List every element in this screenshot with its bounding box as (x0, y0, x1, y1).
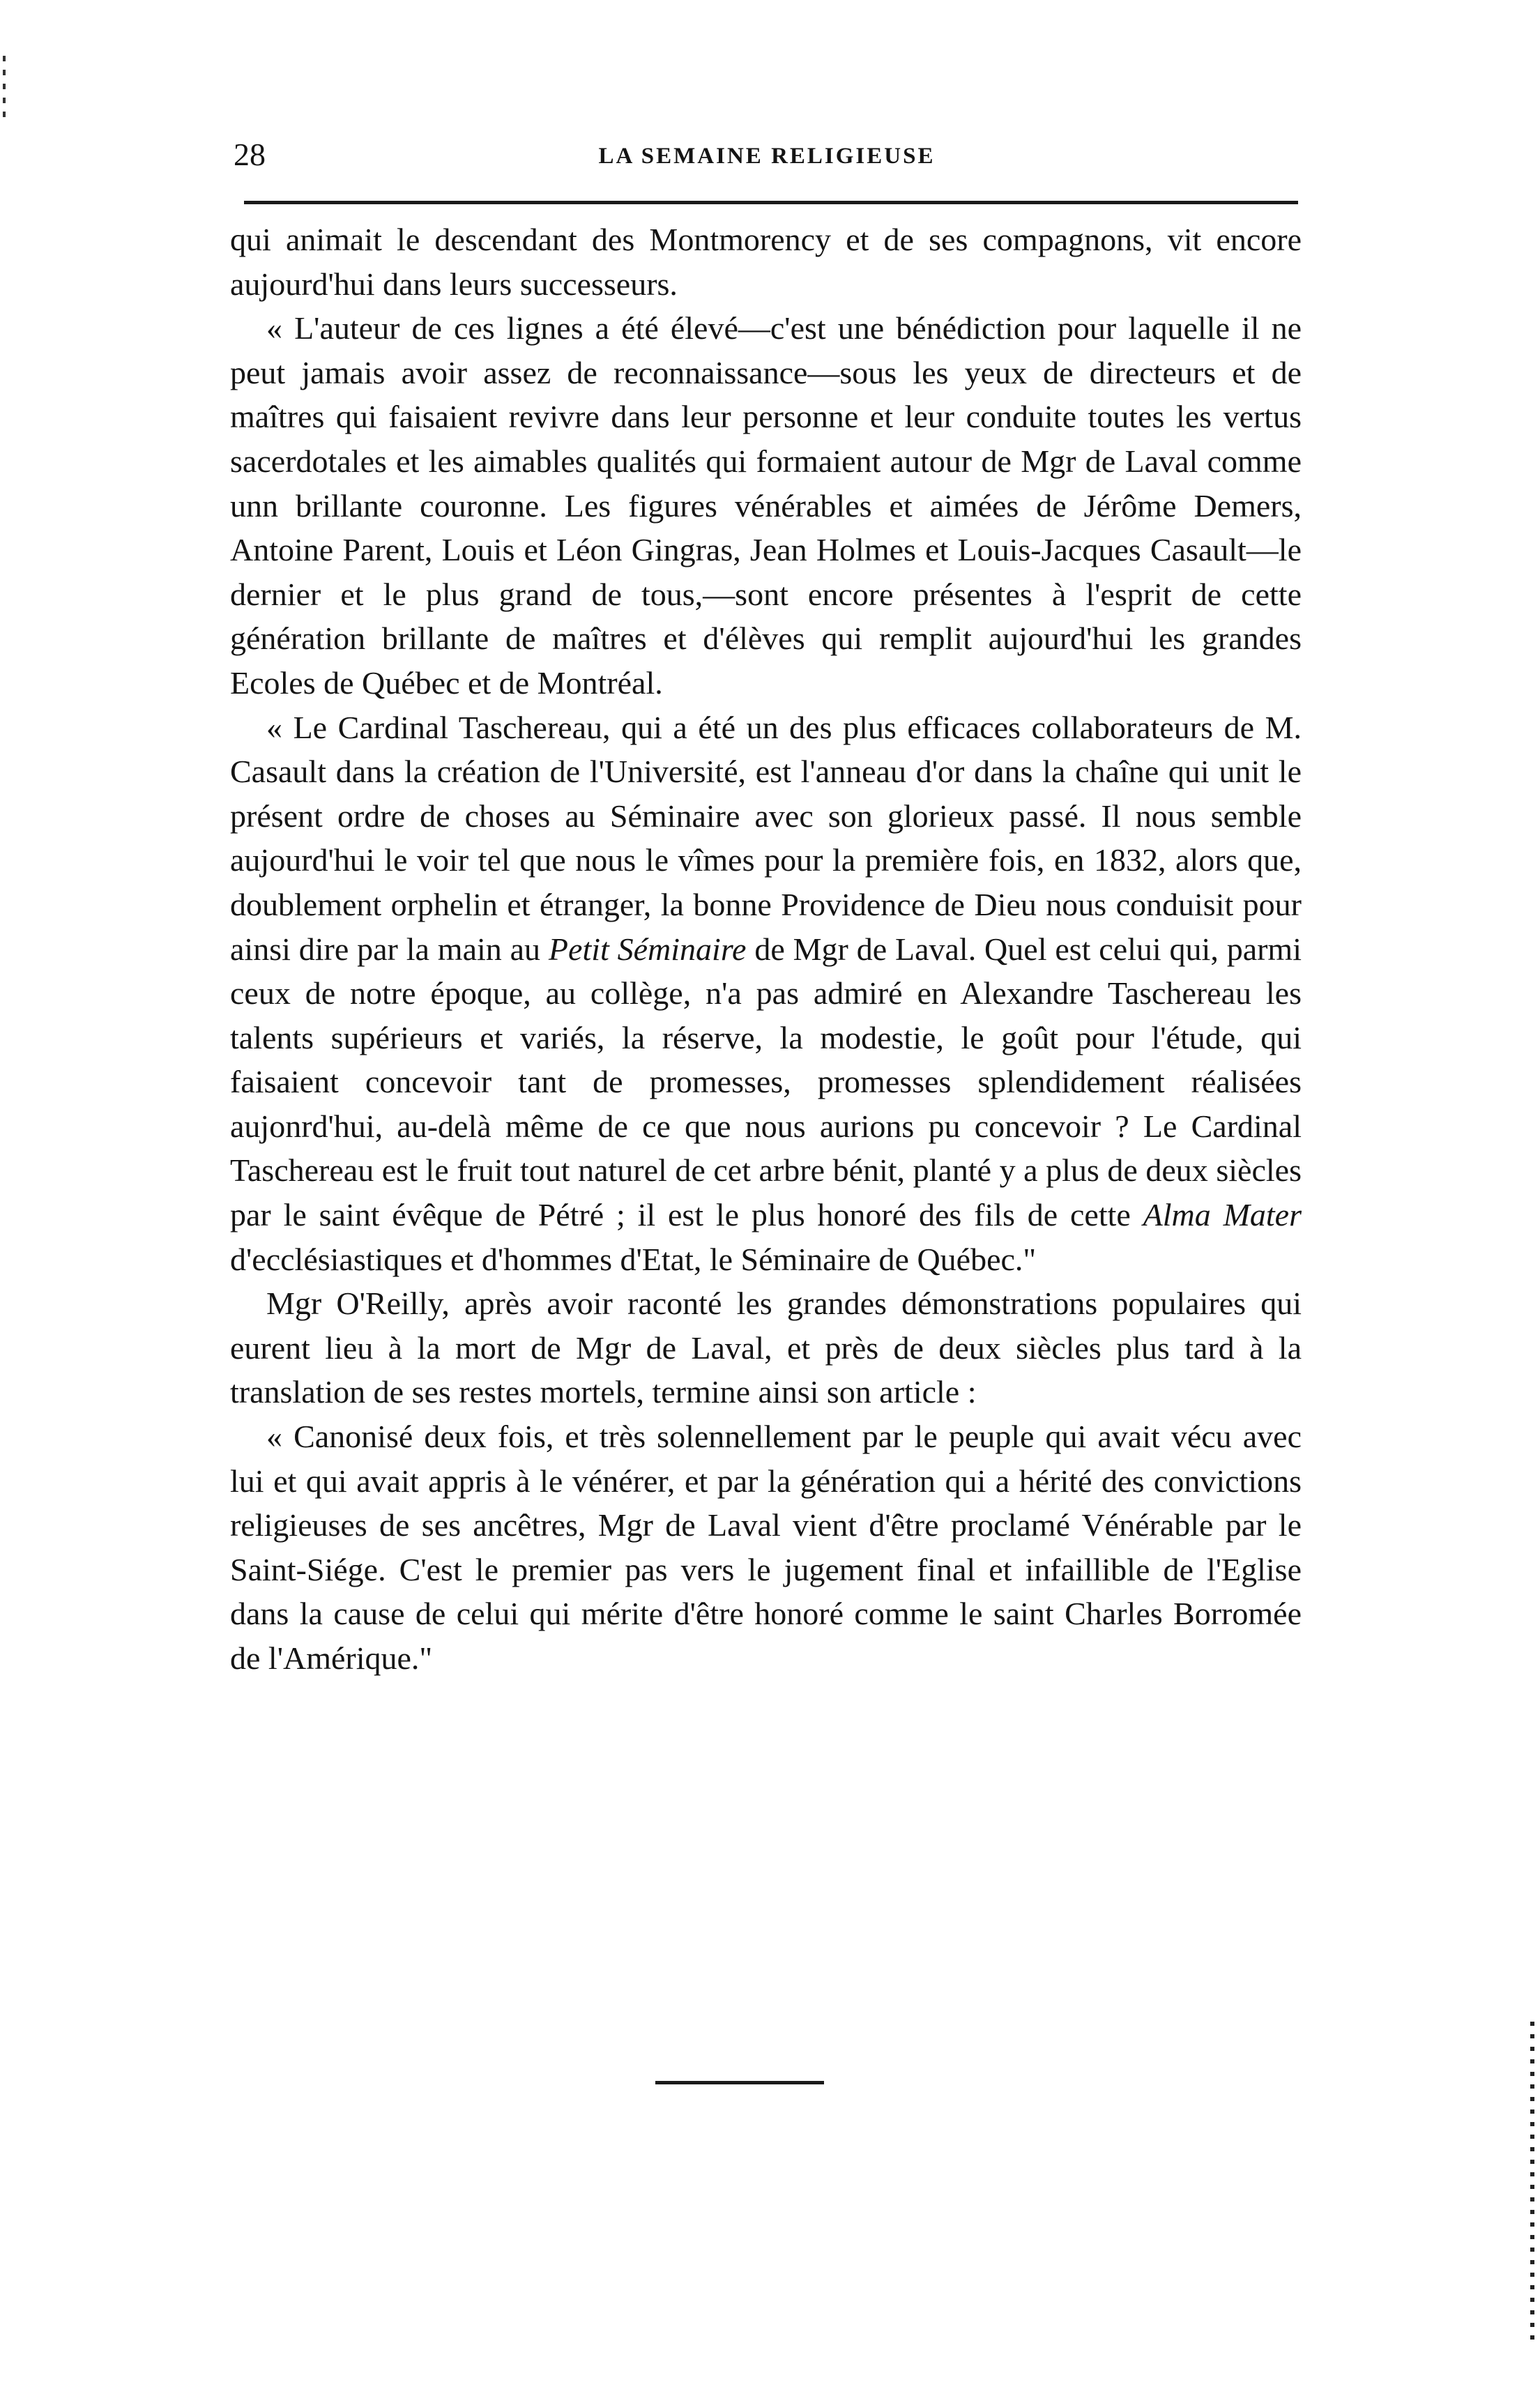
article-body (230, 218, 1302, 1681)
narrative-paragraph: Mgr O'Reilly, après avoir raconté les grandes démonstrations populaires qui eurent lieu à la mort de Mgr de Laval, et près de deux siècles plus tard à la translation de ses restes mortels, termine ainsi son article : (230, 1285, 1302, 1410)
page-number: 28 (234, 137, 266, 172)
paragraph-text: d'ecclésiastiques et d'hommes d'Etat, le Séminaire de Québec." (230, 1241, 1037, 1277)
scan-margin-marks (1530, 2022, 1534, 2342)
paragraph-text: de Mgr de Laval. Quel est celui qui, parmi ceux de notre époque, au collège, n'a pas admiré en Alexandre Taschereau les talents supérieurs et variés, la réserve, la modestie, le goût pour l'étude, qui faisaient concevoir tant de promesses, promesses splendidement réalisées aujonrd'hui, au-delà même de ce que nous aurions pu concevoir ? Le Cardinal Taschereau est le fruit tout naturel de cet arbre bénit, planté y a plus de deux siècles par le saint évêque de Pétré ; il est le plus honoré des fils de cette (230, 931, 1302, 1233)
italic-petit-seminaire: Petit Séminaire (548, 931, 747, 967)
quote-paragraph-cardinal (230, 705, 1302, 1282)
quote-paragraph-author: « L'auteur de ces lignes a été élevé—c'est une bénédiction pour laquelle il ne peut jamais avoir assez de reconnaissance—sous les yeux de directeurs et de maîtres qui faisaient revivre dans leur personne et leur conduite toutes les vertus sacerdotales et les aimables qualités qui formaient autour de Mgr de Laval comme unn brillante couronne. Les figures vénérables et aimées de Jérôme Demers, Antoine Parent, Louis et Léon Gingras, Jean Holmes et Louis-Jacques Casault—le dernier et le plus grand de tous,—sont encore présentes à l'esprit de cette génération brillante de maîtres et d'élèves qui remplit aujourd'hui les grandes Ecoles de Québec et de Montréal. (230, 310, 1302, 701)
paragraph-continuation: qui animait le descendant des Montmorency et de ses compagnons, vit encore aujourd'hui dans leurs successeurs. (230, 222, 1302, 302)
paragraph-text: « Le Cardinal Taschereau, qui a été un des plus efficaces collaborateurs de M. Casault dans la création de l'Université, est l'anneau d'or dans la chaîne qui unit le présent ordre de choses au Séminaire avec son glorieux passé. Il nous semble aujourd'hui le voir tel que nous le vîmes pour la première fois, en 1832, alors que, doublement orphelin et étranger, la bonne Providence de Dieu nous conduisit pour ainsi dire par la main au (230, 709, 1302, 967)
quote-paragraph-canonise: « Canonisé deux fois, et très solennellement par le peuple qui avait vécu avec lui et qui avait appris à le vénérer, et par la génération qui a hérité des convictions religieuses de ses ancêtres, Mgr de Laval vient d'être proclamé Vénérable par le Saint-Siége. C'est le premier pas vers le jugement final et infaillible de l'Eglise dans la cause de celui qui mérite d'être honoré comme le saint Charles Borromée de l'Amérique." (230, 1419, 1302, 1676)
running-title: LA SEMAINE RELIGIEUSE (598, 144, 936, 169)
italic-alma-mater: Alma Mater (1143, 1197, 1302, 1233)
running-head (234, 132, 1300, 181)
scan-margin-marks (3, 56, 6, 119)
end-rule (655, 2081, 824, 2084)
header-rule (244, 201, 1298, 204)
